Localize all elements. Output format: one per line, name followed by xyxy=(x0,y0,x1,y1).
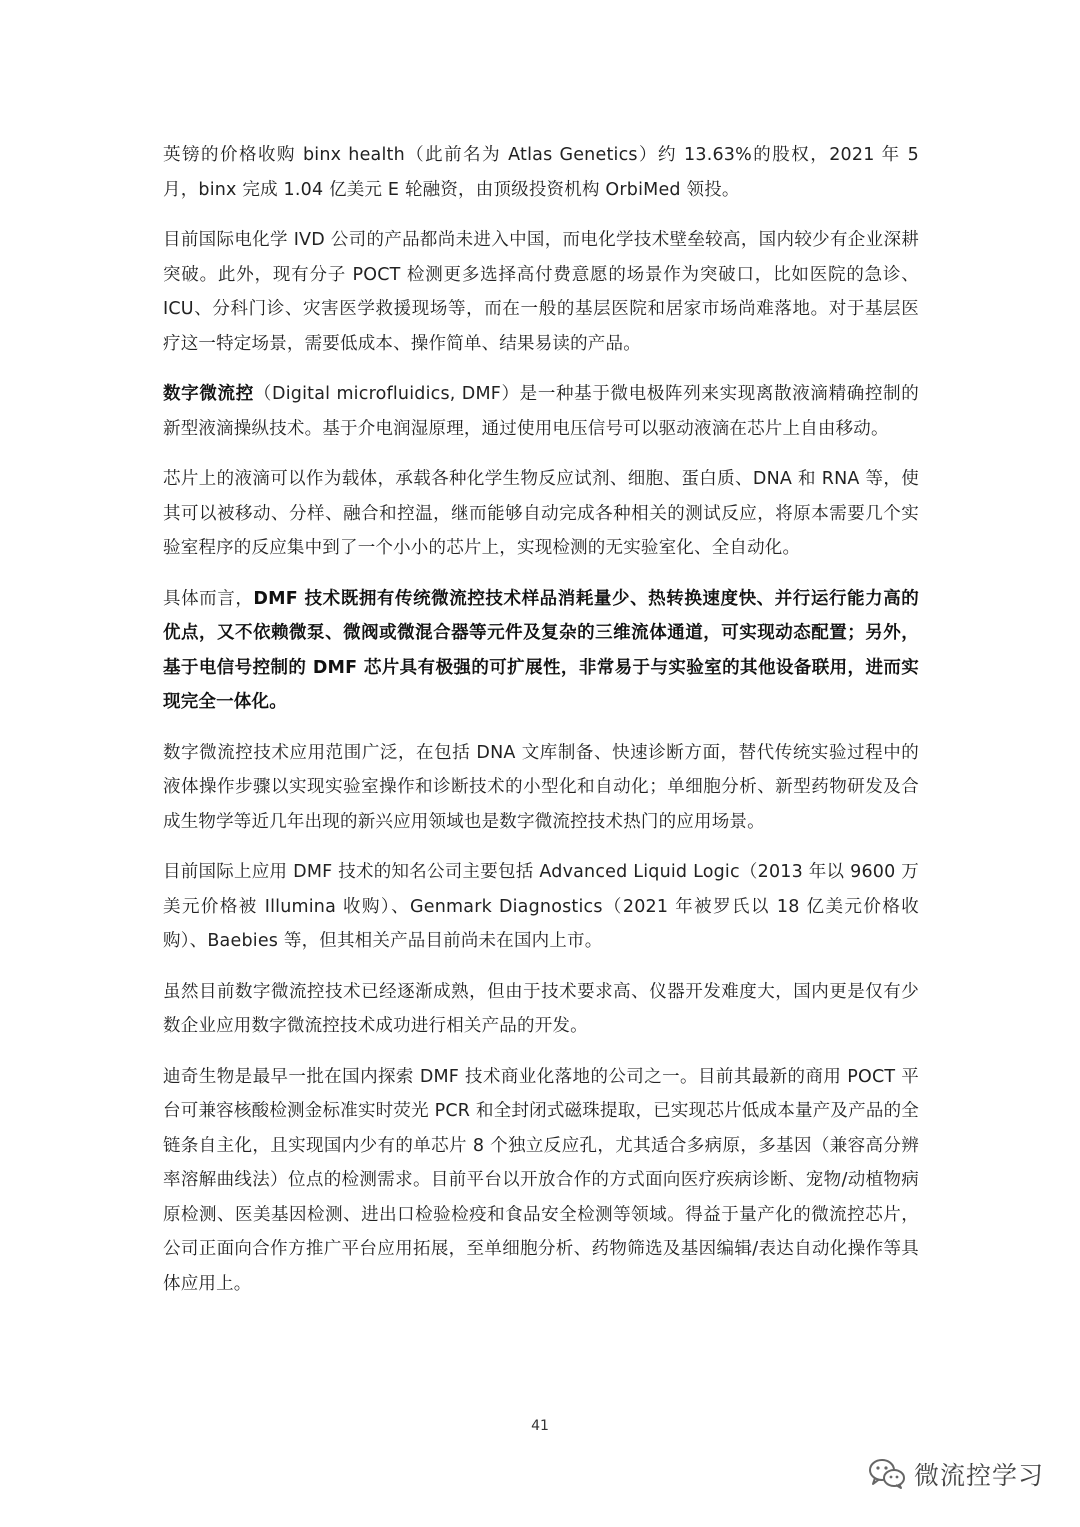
document-body xyxy=(163,138,919,1317)
paragraph-5 xyxy=(163,582,919,720)
paragraph-4 xyxy=(163,462,919,566)
paragraph-text: 目前国际上应用 DMF 技术的知名公司主要包括 Advanced Liquid Logic（2013 年以 9600 万美元价格被 Illumina 收购）、Genmark Diagnostics（2021 年被罗氏以 18 亿美元价格收购）、Baebies 等，但其相关产品目前尚未在国内上市。 xyxy=(163,862,919,951)
term-dmf: 数字微流控 xyxy=(163,384,254,404)
paragraph-7 xyxy=(163,855,919,959)
paragraph-text: （Digital microfluidics, DMF）是一种基于微电极阵列来实现离散液滴精确控制的新型液滴操纵技术。基于介电润湿原理，通过使用电压信号可以驱动液滴在芯片上自由移动。 xyxy=(163,384,919,439)
paragraph-6 xyxy=(163,736,919,840)
paragraph-text: 迪奇生物是最早一批在国内探索 DMF 技术商业化落地的公司之一。目前其最新的商用 POCT 平台可兼容核酸检测金标准实时荧光 PCR 和全封闭式磁珠提取，已实现芯片低成本量产及产品的全链条自主化，且实现国内少有的单芯片 8 个独立反应孔，尤其适合多病原，多基因（兼容高分辨率溶解曲线法）位点的检测需求。目前平台以开放合作的方式面向医疗疾病诊断、宠物/动植物病原检测、医美基因检测、进出口检验检疫和食品安全检测等领域。得益于量产化的微流控芯片，公司正面向合作方推广平台应用拓展，至单细胞分析、药物筛选及基因编辑/表达自动化操作等具体应用上。 xyxy=(163,1066,919,1294)
paragraph-2 xyxy=(163,223,919,361)
paragraph-text: 芯片上的液滴可以作为载体，承载各种化学生物反应试剂、细胞、蛋白质、DNA 和 RNA 等，使其可以被移动、分样、融合和控温，继而能够自动完成各种相关的测试反应，将原本需要几个实验室程序的反应集中到了一个小小的芯片上，实现检测的无实验室化、全自动化。 xyxy=(163,469,919,558)
paragraph-text: 英镑的价格收购 binx health（此前名为 Atlas Genetics）约 13.63%的股权，2021 年 5 月，binx 完成 1.04 亿美元 E 轮融资，由顶级投资机构 OrbiMed 领投。 xyxy=(163,145,919,200)
paragraph-text: 目前国际电化学 IVD 公司的产品都尚未进入中国，而电化学技术壁垒较高，国内较少有企业深耕突破。此外，现有分子 POCT 检测更多选择高付费意愿的场景作为突破口，比如医院的急诊、ICU、分科门诊、灾害医学救援现场等，而在一般的基层医院和居家市场尚难落地。对于基层医疗这一特定场景，需要低成本、操作简单、结果易读的产品。 xyxy=(163,230,919,354)
paragraph-3 xyxy=(163,377,919,446)
paragraph-text: 数字微流控技术应用范围广泛，在包括 DNA 文库制备、快速诊断方面，替代传统实验过程中的液体操作步骤以实现实验室操作和诊断技术的小型化和自动化；单细胞分析、新型药物研发及合成生物学等近几年出现的新兴应用领域也是数字微流控技术热门的应用场景。 xyxy=(163,742,919,832)
wechat-icon xyxy=(868,1458,906,1490)
page-number: 41 xyxy=(531,1418,549,1434)
watermark xyxy=(868,1454,1044,1494)
paragraph-9 xyxy=(163,1060,919,1302)
paragraph-lead: 具体而言， xyxy=(163,588,254,609)
paragraph-8 xyxy=(163,975,919,1044)
paragraph-1 xyxy=(163,138,919,207)
paragraph-text: 虽然目前数字微流控技术已经逐渐成熟，但由于技术要求高、仪器开发难度大，国内更是仅有少数企业应用数字微流控技术成功进行相关产品的开发。 xyxy=(163,981,919,1036)
watermark-text: 微流控学习 xyxy=(914,1461,1045,1490)
paragraph-bold-text: DMF 技术既拥有传统微流控技术样品消耗量少、热转换速度快、并行运行能力高的优点，又不依赖微泵、微阀或微混合器等元件及复杂的三维流体通道，可实现动态配置；另外，基于电信号控制的 DMF 芯片具有极强的可扩展性，非常易于与实验室的其他设备联用，进而实现完全一体化。 xyxy=(163,588,920,712)
